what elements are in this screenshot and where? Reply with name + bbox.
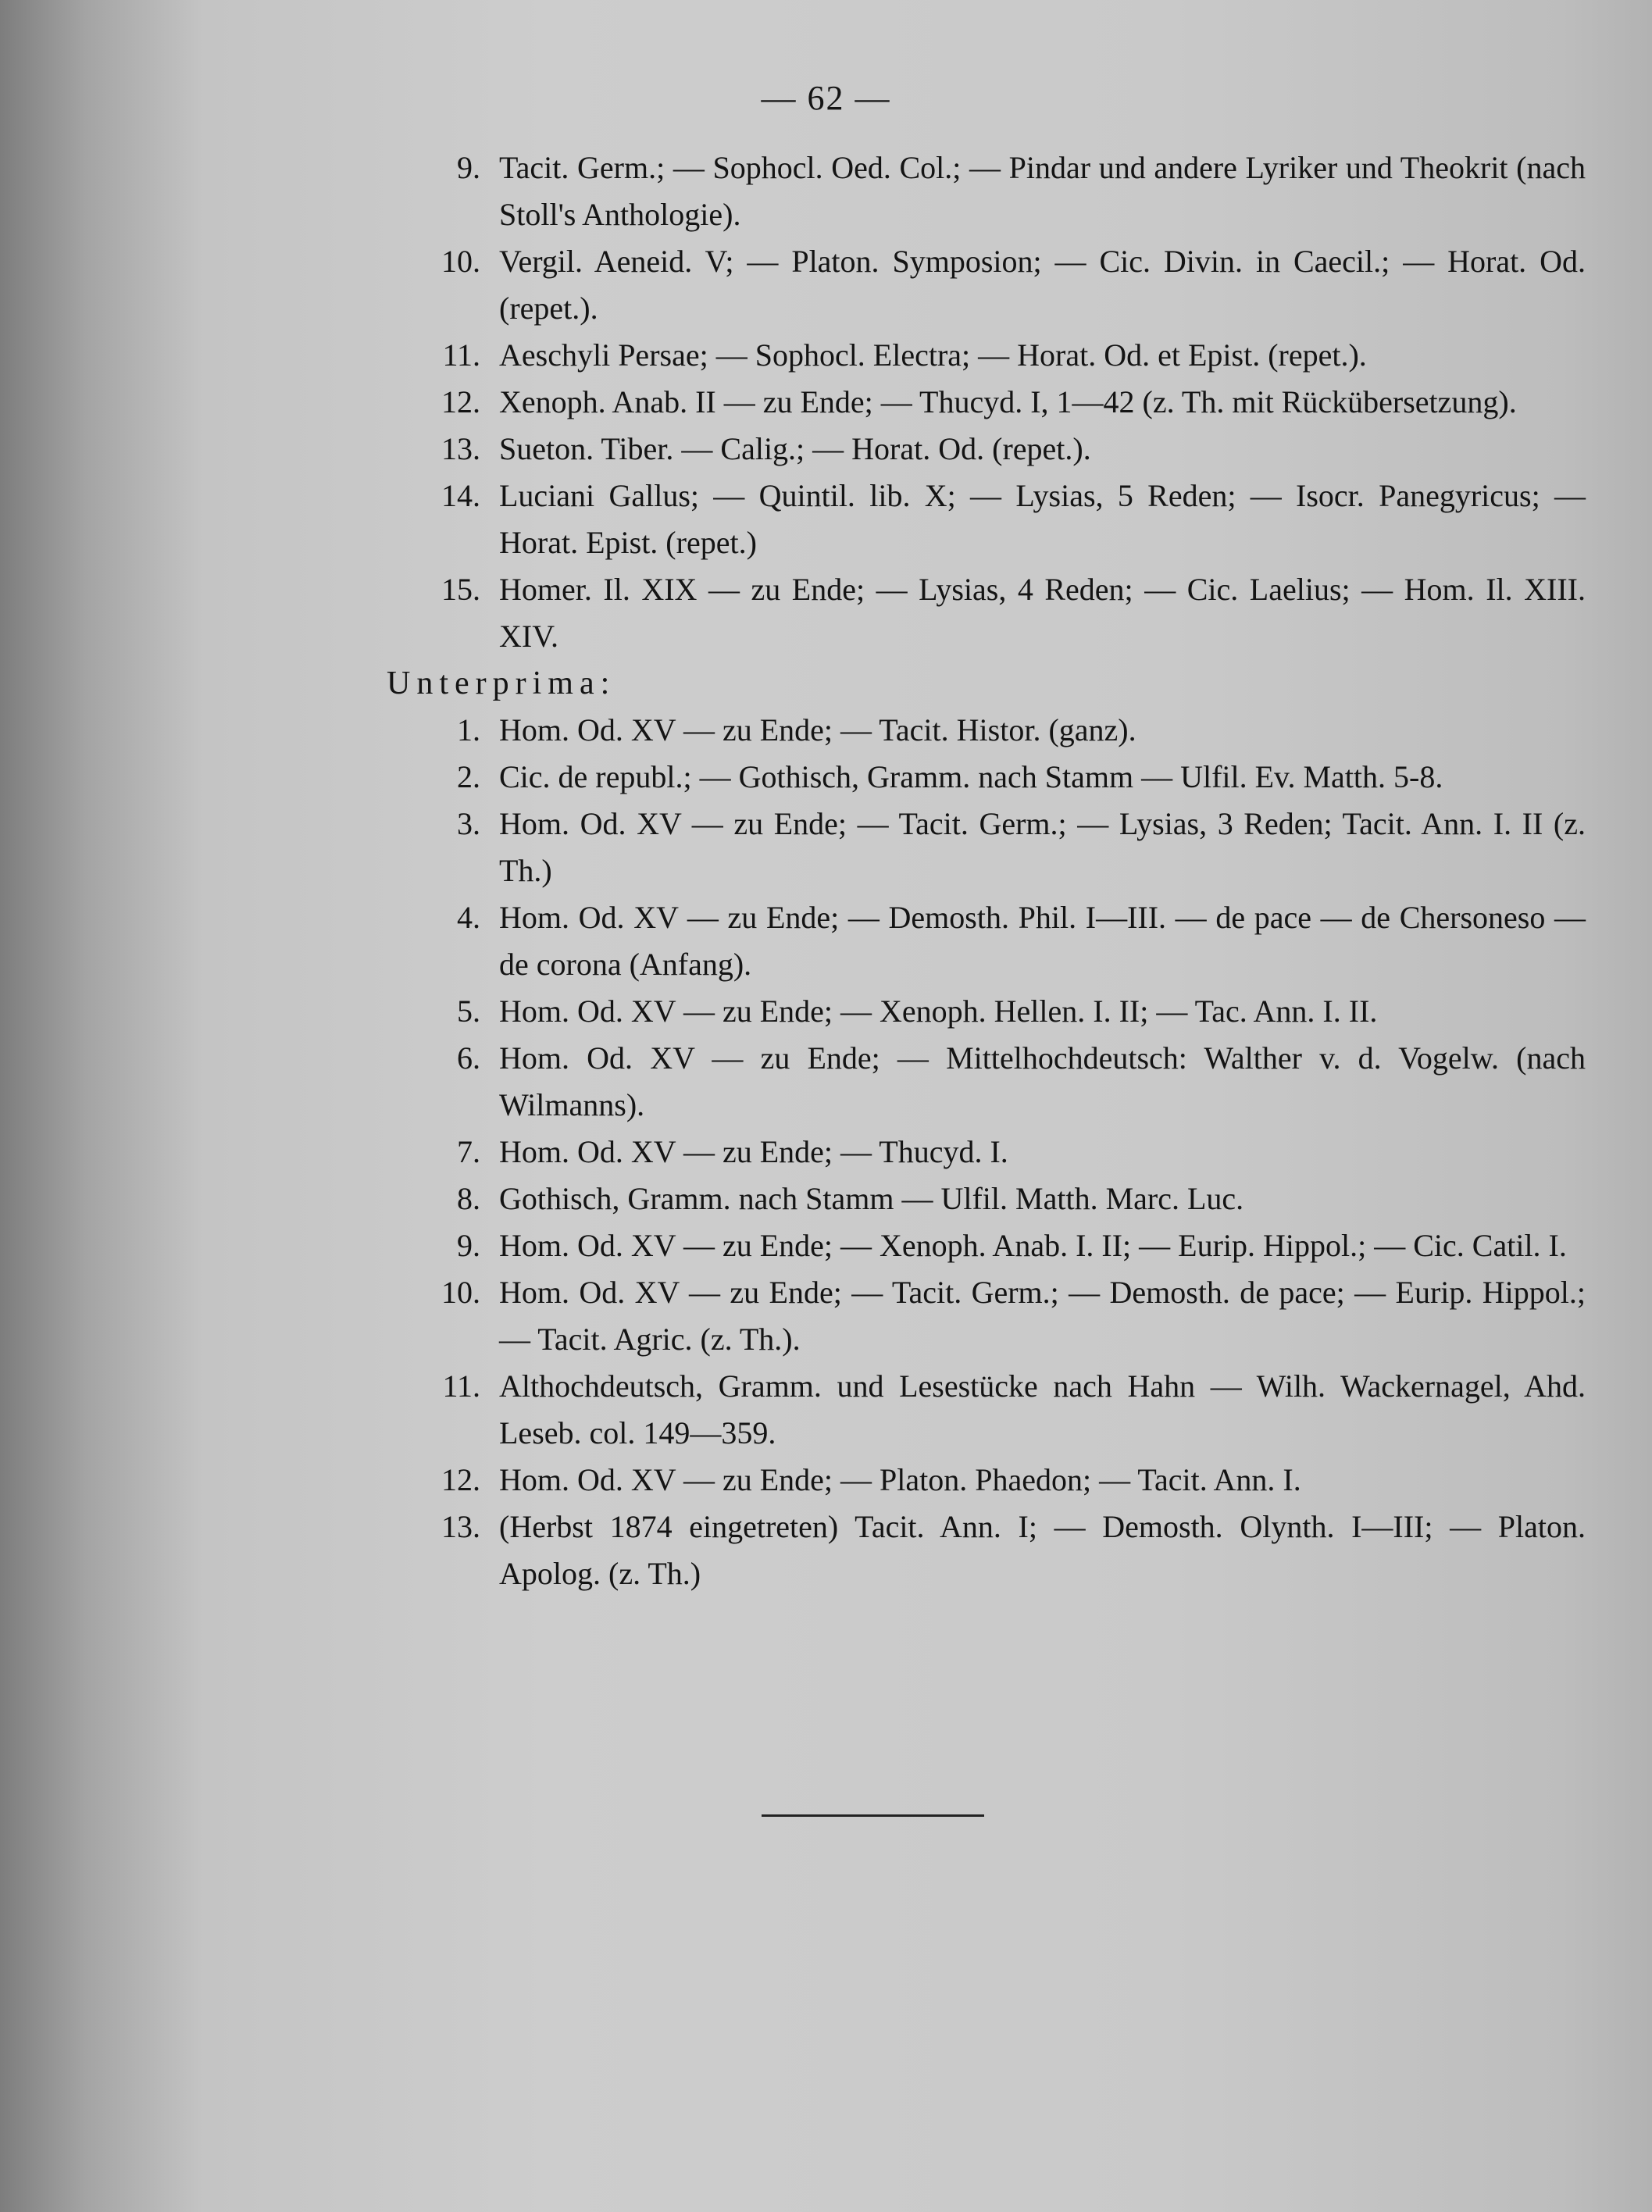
item-text: Hom. Od. XV — zu Ende; — Xenoph. Hellen. I. II; — Tac. Ann. I. II. — [499, 994, 1378, 1029]
item-text: (Herbst 1874 eingetreten) Tacit. Ann. I; — Demosth. Olynth. I—III; — Platon. Apolog. (z. Th.) — [499, 1509, 1586, 1591]
item-number: 12. — [441, 1462, 480, 1497]
item-text: Luciani Gallus; — Quintil. lib. X; — Lysias, 5 Reden; — Isocr. Panegyricus; — Horat. Epist. (repet.) — [499, 478, 1586, 560]
list-item — [391, 894, 1586, 988]
list-item — [391, 1504, 1586, 1597]
item-text: Homer. Il. XIX — zu Ende; — Lysias, 4 Reden; — Cic. Laelius; — Hom. Il. XIII. XIV. — [499, 572, 1586, 654]
list-item — [391, 426, 1586, 473]
page-number: — 62 — — [761, 79, 891, 117]
item-text: Hom. Od. XV — zu Ende; — Tacit. Germ.; — Lysias, 3 Reden; Tacit. Ann. I. II (z. Th.) — [499, 806, 1586, 888]
list-item — [391, 707, 1586, 754]
item-number: 10. — [441, 1275, 480, 1310]
item-text: Aeschyli Persae; — Sophocl. Electra; — Horat. Od. et Epist. (repet.). — [499, 337, 1367, 373]
item-number: 11. — [442, 1368, 480, 1404]
item-text: Hom. Od. XV — zu Ende; — Mittelhochdeutsch: Walther v. d. Vogelw. (nach Wilmanns). — [499, 1040, 1586, 1122]
item-text: Hom. Od. XV — zu Ende; — Tacit. Germ.; — Demosth. de pace; — Eurip. Hippol.; — Tacit. Agric. (z. Th.). — [499, 1275, 1586, 1357]
list-group-upper — [391, 144, 1586, 660]
item-number: 3. — [457, 806, 480, 841]
list-item — [391, 988, 1586, 1035]
item-number: 14. — [441, 478, 480, 513]
item-text: Hom. Od. XV — zu Ende; — Xenoph. Anab. I. II; — Eurip. Hippol.; — Cic. Catil. I. — [499, 1228, 1567, 1263]
section-heading-unterprima: Unterprima: — [387, 665, 616, 701]
list-item — [391, 1035, 1586, 1129]
list-item — [391, 1129, 1586, 1176]
item-text: Xenoph. Anab. II — zu Ende; — Thucyd. I, 1—42 (z. Th. mit Rückübersetzung). — [499, 384, 1517, 419]
item-number: 8. — [457, 1181, 480, 1216]
list-item — [391, 379, 1586, 426]
list-item — [391, 1269, 1586, 1363]
item-number: 2. — [457, 759, 480, 794]
item-text: Gothisch, Gramm. nach Stamm — Ulfil. Matth. Marc. Luc. — [499, 1181, 1244, 1216]
list-item — [391, 332, 1586, 379]
list-item — [391, 1363, 1586, 1457]
item-number: 10. — [441, 244, 480, 279]
item-number: 13. — [441, 1509, 480, 1544]
list-item — [391, 566, 1586, 660]
item-text: Hom. Od. XV — zu Ende; — Thucyd. I. — [499, 1134, 1008, 1169]
list-item — [391, 1176, 1586, 1222]
list-item — [391, 1457, 1586, 1504]
reading-list — [387, 144, 1586, 1597]
list-group-unterprima — [391, 707, 1586, 1597]
list-item — [391, 238, 1586, 332]
item-text: Althochdeutsch, Gramm. und Lesestücke nach Hahn — Wilh. Wackernagel, Ahd. Leseb. col. 149—359. — [499, 1368, 1586, 1450]
item-number: 9. — [457, 150, 480, 185]
item-number: 12. — [441, 384, 480, 419]
closing-rule — [762, 1814, 984, 1817]
list-item — [391, 1222, 1586, 1269]
item-number: 6. — [457, 1040, 480, 1076]
item-number: 13. — [441, 431, 480, 466]
list-item — [391, 144, 1586, 238]
item-number: 9. — [457, 1228, 480, 1263]
item-text: Cic. de republ.; — Gothisch, Gramm. nach Stamm — Ulfil. Ev. Matth. 5-8. — [499, 759, 1443, 794]
item-text: Hom. Od. XV — zu Ende; — Demosth. Phil. I—III. — de pace — de Chersoneso — de corona (Anfang). — [499, 900, 1586, 982]
item-number: 4. — [457, 900, 480, 935]
item-text: Sueton. Tiber. — Calig.; — Horat. Od. (repet.). — [499, 431, 1091, 466]
item-number: 15. — [441, 572, 480, 607]
item-number: 5. — [457, 994, 480, 1029]
item-text: Tacit. Germ.; — Sophocl. Oed. Col.; — Pindar und andere Lyriker und Theokrit (nach Stoll's Anthologie). — [499, 150, 1586, 232]
item-number: 7. — [457, 1134, 480, 1169]
list-item — [391, 801, 1586, 894]
item-number: 1. — [457, 712, 480, 747]
item-text: Hom. Od. XV — zu Ende; — Platon. Phaedon; — Tacit. Ann. I. — [499, 1462, 1301, 1497]
item-text: Vergil. Aeneid. V; — Platon. Symposion; — Cic. Divin. in Caecil.; — Horat. Od. (repet.). — [499, 244, 1586, 326]
item-number: 11. — [442, 337, 480, 373]
list-item — [391, 754, 1586, 801]
list-item — [391, 473, 1586, 566]
item-text: Hom. Od. XV — zu Ende; — Tacit. Histor. (ganz). — [499, 712, 1136, 747]
